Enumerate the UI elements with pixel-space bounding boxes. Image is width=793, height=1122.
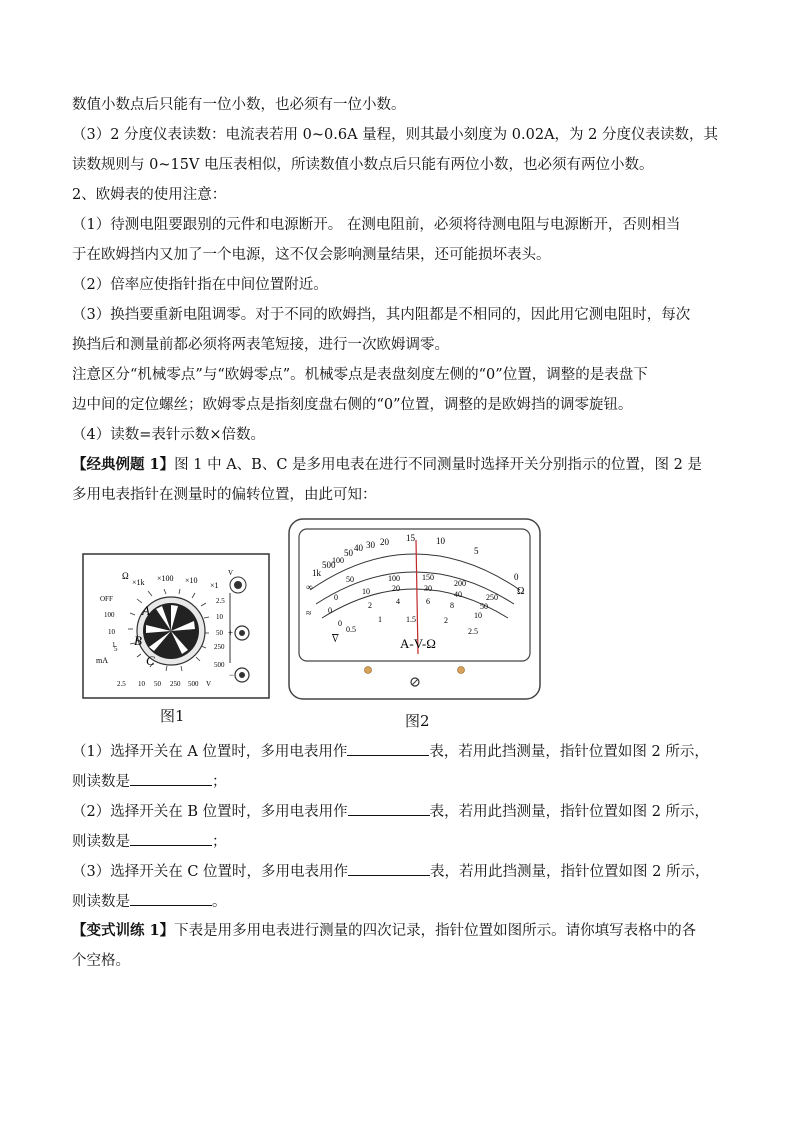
fig1-pos-a: A: [142, 603, 150, 618]
dial-label: ∞: [306, 582, 313, 592]
fig1-right-10: 10: [216, 613, 223, 621]
fig1-left-5: 5: [114, 645, 118, 653]
q1-blank-type[interactable]: [347, 741, 429, 756]
q3-blank-reading[interactable]: [130, 891, 212, 906]
dial-label: 200: [454, 579, 466, 588]
question-2: [72, 801, 722, 822]
fig2-tilde: ≈: [306, 608, 312, 619]
fig1-bottom-2.5: 2.5: [117, 680, 126, 688]
fig1-left-10: 10: [108, 628, 115, 636]
figure-1-switch-panel: [82, 553, 270, 699]
question-1-cont: [72, 771, 722, 792]
text-line: 换挡后和测量前都必须将两表笔短接，进行一次欧姆调零。: [72, 337, 449, 353]
fig1-right-50: 50: [216, 629, 223, 637]
section-heading: 2、欧姆表的使用注意：: [72, 187, 227, 203]
dial-label: 8: [450, 601, 454, 610]
fig1-pos-c: C: [146, 653, 155, 668]
q1-text: （1）选择开关在 A 位置时，多用电表用作: [72, 744, 348, 760]
fig1-bottom-10: 10: [138, 680, 145, 688]
q1-semicolon: ；: [212, 774, 227, 790]
variant-tag: 【变式训练 1】: [72, 922, 175, 939]
text-line: 个空格。: [72, 953, 130, 969]
example-intro: [72, 455, 722, 475]
question-3-cont: [72, 891, 722, 912]
example-tag: 【经典例题 1】: [72, 456, 175, 473]
fig1-range-x1k: ×1k: [132, 578, 145, 587]
fig1-left-100: 100: [104, 611, 115, 619]
text-line: 多用电表指针在测量时的偏转位置，由此可知：: [72, 487, 377, 503]
fig1-ma-label: mA: [96, 656, 108, 665]
q2-text: （2）选择开关在 B 位置时，多用电表用作: [72, 804, 348, 820]
fig1-bottom-250: 250: [170, 680, 181, 688]
variant-text: 下表是用多用电表进行测量的四次记录，指针位置如图所示。请你填写表格中的各: [174, 923, 697, 939]
dial-label: 100: [332, 556, 344, 565]
q2-blank-type[interactable]: [348, 801, 430, 816]
fig1-left-off: OFF: [100, 595, 113, 603]
dial-label: 0: [338, 619, 342, 628]
fig1-plus-label: +: [228, 628, 234, 638]
fig1-v-label: V: [228, 569, 234, 577]
dial-label: 20: [392, 584, 400, 593]
dial-label: 10: [474, 611, 482, 620]
text-line: （3）换挡要重新电阻调零。对于不同的欧姆挡，其内阻都是不相同的，因此用它测电阻时，每次: [72, 307, 691, 323]
figure-1-caption: 图1: [160, 707, 185, 725]
fig1-pos-b: B: [134, 633, 142, 648]
dial-label: 2: [368, 601, 372, 610]
dial-label: 50: [344, 548, 353, 558]
q3-period: 。: [212, 894, 227, 910]
dial-label: 40: [454, 590, 462, 599]
q2-semicolon: ；: [212, 834, 227, 850]
text-line: （3）2 分度仪表读数：电流表若用 0~0.6A 量程，则其最小刻度为 0.02A，为 2 分度仪表读数，其: [72, 127, 718, 143]
question-3: [72, 861, 722, 882]
q3-blank-type[interactable]: [348, 861, 430, 876]
fig2-v-label: V: [332, 634, 339, 644]
dial-label: 40: [354, 543, 363, 553]
fig1-minus-label: −: [229, 670, 235, 680]
dial-label: 2: [444, 616, 448, 625]
dial-label: 0: [514, 572, 519, 582]
question-2-cont: [72, 831, 722, 852]
dial-label: 15: [406, 533, 415, 543]
figure-2-caption: 图2: [405, 712, 430, 730]
q1-reading-label: 则读数是: [72, 774, 130, 790]
dial-label: 30: [424, 584, 432, 593]
fig1-left-1: 1: [112, 641, 116, 649]
dial-label: 0: [334, 593, 338, 602]
dial-label: 0: [328, 606, 332, 615]
text-line: 于在欧姆挡内又加了一个电源，这不仅会影响测量结果，还可能损坏表头。: [72, 247, 551, 263]
dial-label: 6: [426, 597, 430, 606]
dial-label: 100: [388, 574, 400, 583]
q1-text-2: 表，若用此挡测量，指针位置如图 2 所示，: [429, 744, 709, 760]
dial-label: 500: [322, 560, 336, 570]
text-line: （4）读数=表针示数×倍数。: [72, 427, 266, 443]
dial-label: 1.5: [406, 615, 416, 624]
fig2-left-lamp: [365, 667, 372, 674]
dial-label: 30: [366, 540, 375, 550]
text-line: 边中间的定位螺丝；欧姆零点是指刻度盘右侧的“0”位置，调整的是欧姆挡的调零旋钮。: [72, 397, 633, 413]
dial-label: 4: [396, 597, 400, 606]
fig1-range-x100: ×100: [157, 574, 174, 583]
fig1-range-x10: ×10: [185, 576, 198, 585]
dial-label: 5: [474, 546, 479, 556]
fig1-right-2.5: 2.5: [216, 597, 225, 605]
dial-label: 50: [346, 575, 354, 584]
dial-label: 150: [422, 573, 434, 582]
fig1-bottom-500: 500: [188, 680, 199, 688]
figure-2-meter-dial: [288, 518, 541, 700]
fig2-right-lamp: [458, 667, 465, 674]
q2-reading-label: 则读数是: [72, 834, 130, 850]
fig2-brand: A-V-Ω: [400, 636, 436, 651]
dial-label: Ω: [517, 586, 525, 597]
dial-label: 1k: [312, 568, 321, 578]
dial-label: 1: [378, 615, 382, 624]
q2-text-2: 表，若用此挡测量，指针位置如图 2 所示，: [429, 804, 710, 820]
dial-label: 50: [480, 602, 488, 611]
q2-blank-reading[interactable]: [130, 831, 212, 846]
question-1: [72, 741, 722, 762]
fig1-right-250: 250: [214, 643, 225, 651]
text-line: 读数规则与 0~15V 电压表相似，所读数值小数点后只能有两位小数，也必须有两位小数。: [72, 157, 654, 173]
text-line: （1）待测电阻要跟别的元件和电源断开。 在测电阻前，必须将待测电阻与电源断开，否则相当: [72, 217, 681, 233]
q3-text-2: 表，若用此挡测量，指针位置如图 2 所示，: [430, 864, 710, 880]
q1-blank-reading[interactable]: [130, 771, 212, 786]
fig1-ohm-label: Ω: [122, 571, 129, 581]
fig1-bottom-v: V: [206, 680, 212, 688]
text-line: 注意区分“机械零点”与“欧姆零点”。机械零点是表盘刻度左侧的“0”位置，调整的是表盘下: [72, 367, 648, 383]
variant-intro: [72, 921, 722, 941]
dial-label: 0.5: [346, 625, 356, 634]
q3-reading-label: 则读数是: [72, 894, 130, 910]
text-line: 数值小数点后只能有一位小数，也必须有一位小数。: [72, 97, 406, 113]
fig1-bottom-50: 50: [154, 680, 161, 688]
fig1-range-x1: ×1: [210, 581, 219, 590]
q3-text: （3）选择开关在 C 位置时，多用电表用作: [72, 864, 349, 880]
example-text: 图 1 中 A、B、C 是多用电表在进行不同测量时选择开关分别指示的位置，图 2 是: [174, 457, 702, 473]
dial-label: 250: [486, 593, 498, 602]
dial-label: 2.5: [468, 627, 478, 636]
dial-label: 10: [436, 536, 445, 546]
dial-label: 10: [362, 587, 370, 596]
fig1-right-500: 500: [214, 661, 225, 669]
text-line: （2）倍率应使指针指在中间位置附近。: [72, 277, 328, 293]
dial-label: 20: [380, 537, 389, 547]
